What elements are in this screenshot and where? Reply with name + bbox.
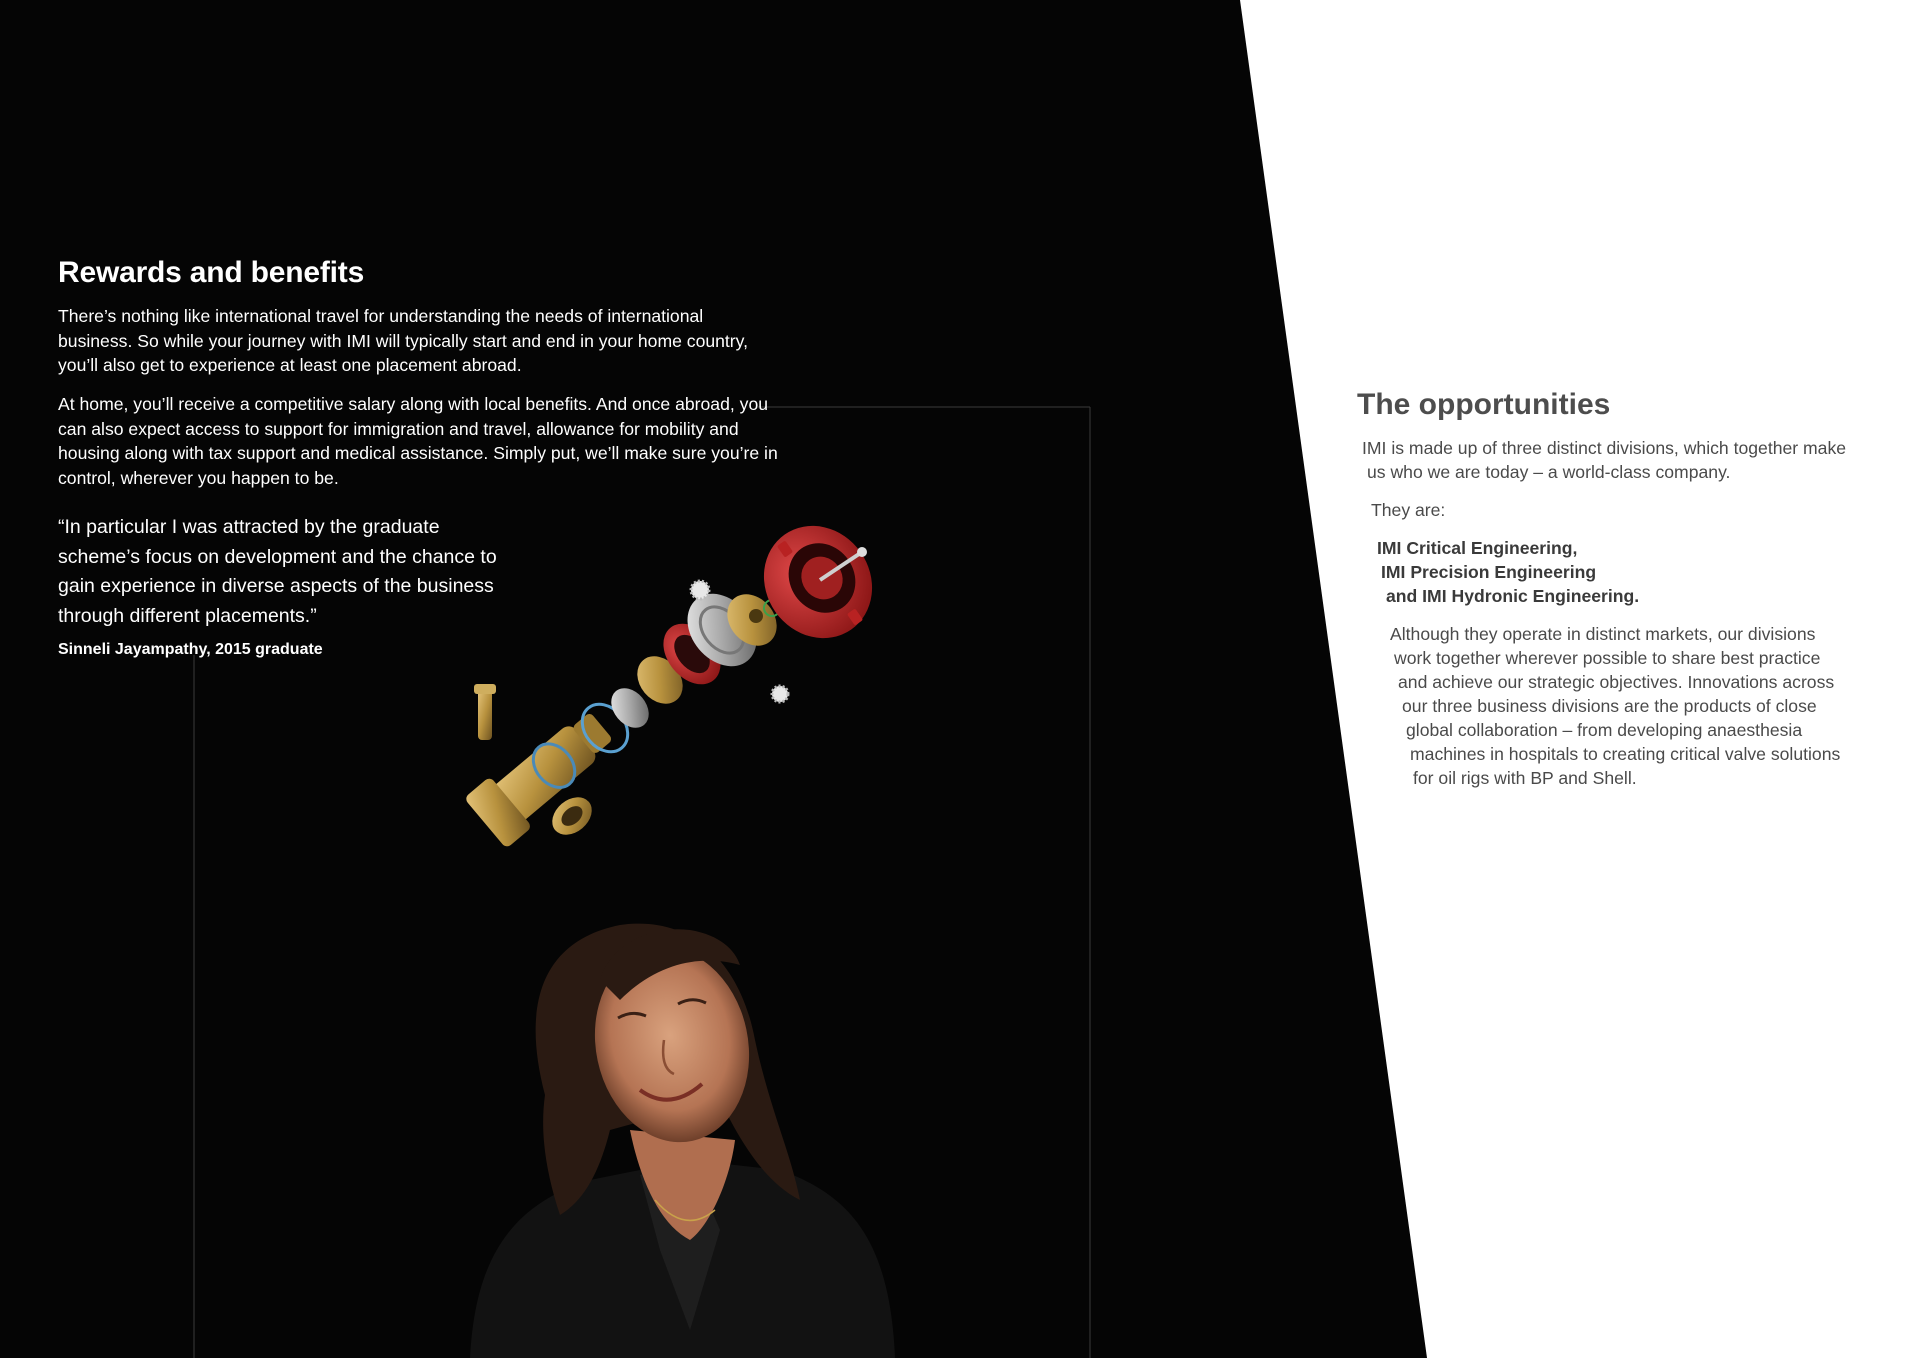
opportunities-body-line: global collaboration – from developing anaesthesia xyxy=(1406,720,1803,740)
division-hydronic-engineering: and IMI Hydronic Engineering. xyxy=(1386,586,1640,606)
opportunities-intro-line: IMI is made up of three distinct divisions, which together make xyxy=(1362,438,1847,458)
division-critical-engineering: IMI Critical Engineering, xyxy=(1377,538,1578,558)
opportunities-intro-line: us who we are today – a world-class company. xyxy=(1367,462,1731,482)
opportunities-body-line: machines in hospitals to creating critical valve solutions xyxy=(1410,744,1841,764)
opportunities-body-line: for oil rigs with BP and Shell. xyxy=(1413,768,1637,788)
rewards-heading: Rewards and benefits xyxy=(58,256,365,289)
division-precision-engineering: IMI Precision Engineering xyxy=(1381,562,1597,582)
opportunities-heading: The opportunities xyxy=(1357,388,1611,421)
opportunities-body-line: our three business divisions are the products of close xyxy=(1402,696,1817,716)
opportunities-body-line: Although they operate in distinct markets, our divisions xyxy=(1390,624,1816,644)
rewards-paragraph-2: At home, you’ll receive a competitive salary along with local benefits. And once abroad, you can also expect access to support for immigration and travel, allowance for mobility and housing along with tax support and medical assistance. Simply put, we’ll make sure you’re in control, wherever you happen to be. xyxy=(58,394,778,488)
they-are-label: They are: xyxy=(1371,500,1446,520)
graduate-quote: “In particular I was attracted by the graduate scheme’s focus on development and the chance to gain experience in diverse aspects of the business through different placements.” xyxy=(58,516,497,627)
rewards-paragraph-1: There’s nothing like international travel for understanding the needs of international business. So while your journey with IMI will typically start and end in your home country, you’ll also get to experience at least one placement abroad. xyxy=(58,306,749,375)
opportunities-body-line: work together wherever possible to share best practice xyxy=(1394,648,1821,668)
opportunities-body-line: and achieve our strategic objectives. Innovations across xyxy=(1398,672,1835,692)
quote-attribution: Sinneli Jayampathy, 2015 graduate xyxy=(58,641,323,658)
